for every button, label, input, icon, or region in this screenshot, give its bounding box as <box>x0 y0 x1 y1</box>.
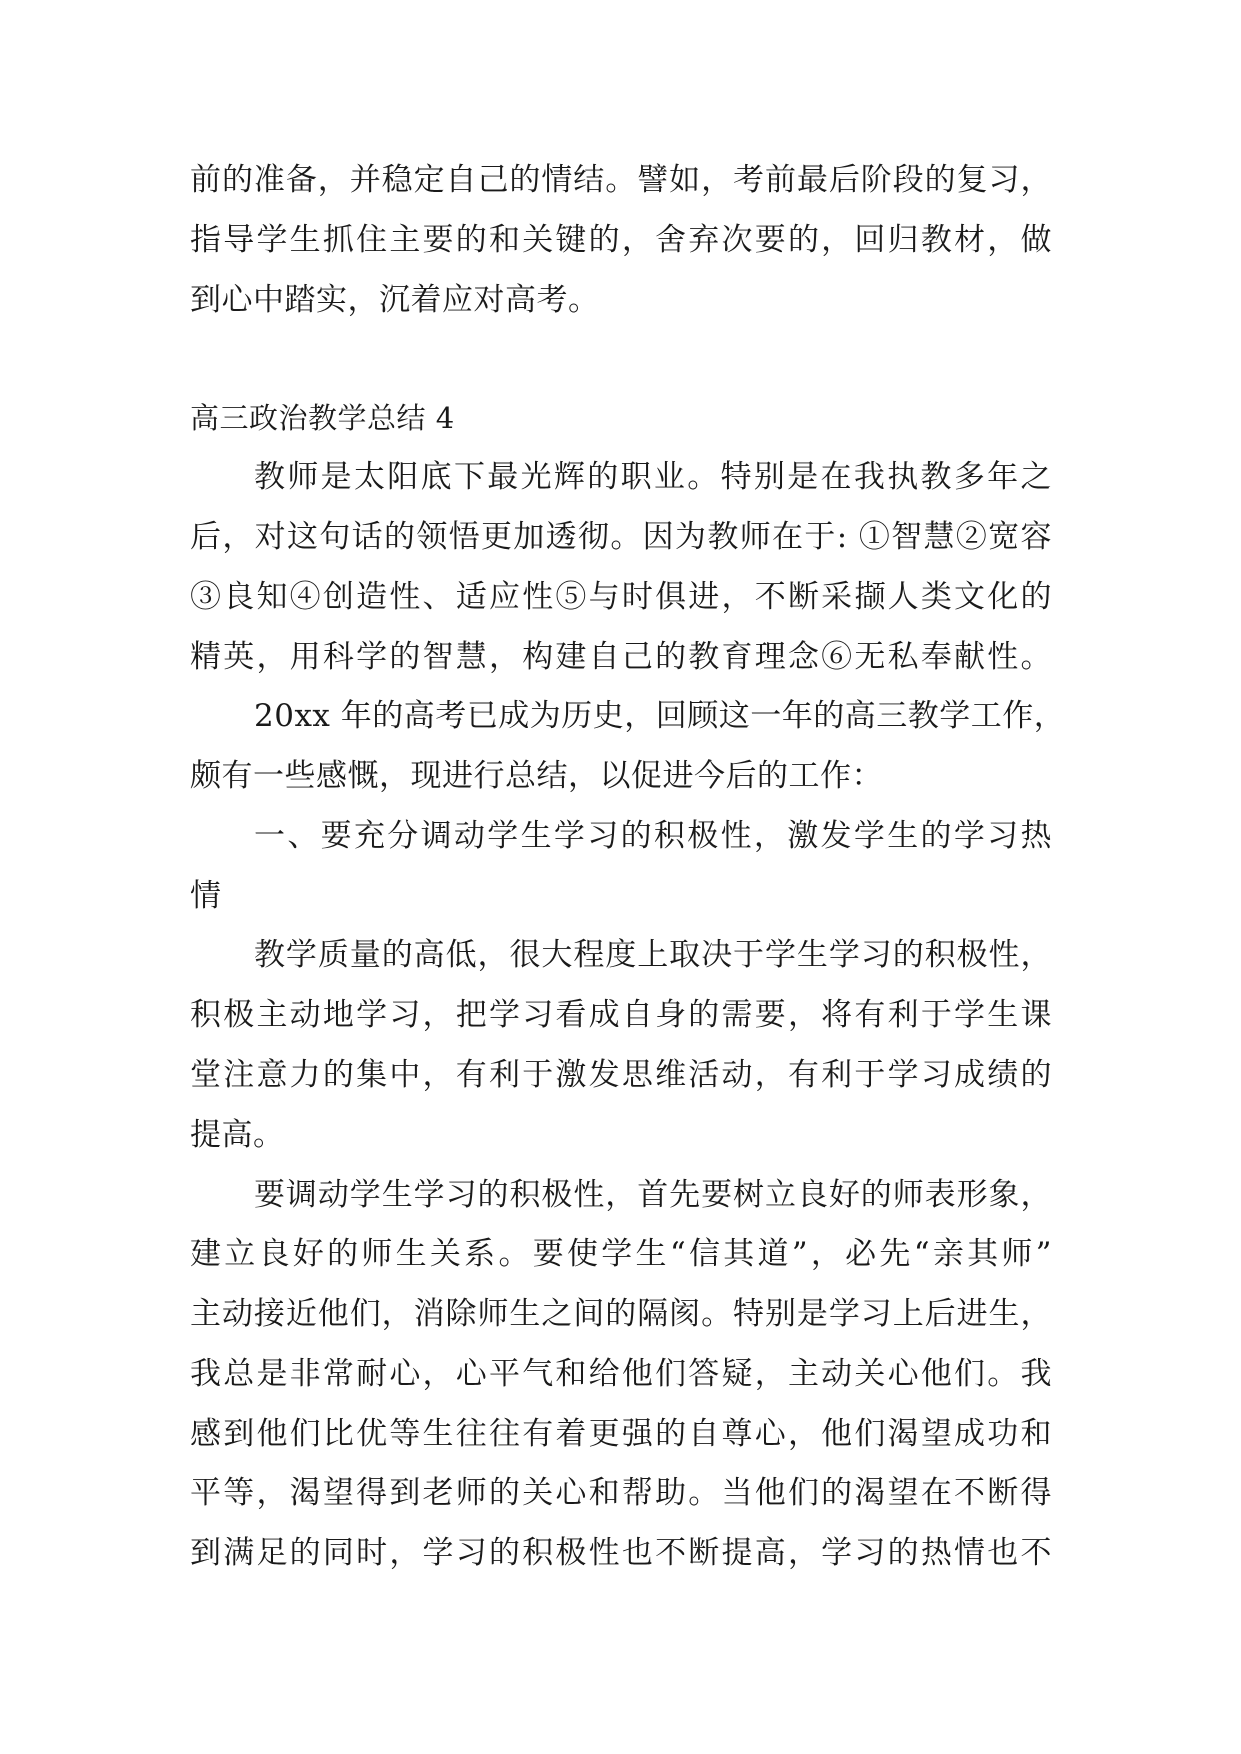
paragraph-line: 感到他们比优等生往往有着更强的自尊心，他们渴望成功和 <box>190 1416 1052 1452</box>
paragraph-line: 建立良好的师生关系。要使学生“信其道”，必先“亲其师” <box>190 1236 1052 1272</box>
paragraph-line: 到心中踏实，沉着应对高考。 <box>190 282 600 318</box>
paragraph-line: 后，对这句话的领悟更加透彻。因为教师在于: ①智慧②宽容 <box>190 519 1052 555</box>
paragraph-line: 精英，用科学的智慧，构建自己的教育理念⑥无私奉献性。 <box>190 639 1052 675</box>
paragraph-line: 20xx 年的高考已成为历史，回顾这一年的高三教学工作， <box>254 698 1066 734</box>
paragraph-line: 要调动学生学习的积极性，首先要树立良好的师表形象， <box>254 1177 1052 1213</box>
paragraph-line: ③良知④创造性、适应性⑤与时俱进，不断采撷人类文化的 <box>190 579 1052 615</box>
paragraph-line: 教师是太阳底下最光辉的职业。特别是在我执教多年之 <box>254 459 1052 495</box>
paragraph-line: 主动接近他们，消除师生之间的隔阂。特别是学习上后进生， <box>190 1296 1052 1332</box>
paragraph-line: 提高。 <box>190 1117 285 1153</box>
paragraph-line: 堂注意力的集中，有利于激发思维活动，有利于学习成绩的 <box>190 1057 1052 1093</box>
paragraph-line: 到满足的同时，学习的积极性也不断提高，学习的热情也不 <box>190 1535 1052 1571</box>
paragraph-line: 前的准备，并稳定自己的情结。譬如，考前最后阶段的复习， <box>190 162 1052 198</box>
paragraph-line: 教学质量的高低，很大程度上取决于学生学习的积极性， <box>254 937 1052 973</box>
paragraph-line: 一、要充分调动学生学习的积极性，激发学生的学习热 <box>254 818 1052 854</box>
paragraph-line: 积极主动地学习，把学习看成自身的需要，将有利于学生课 <box>190 997 1052 1033</box>
paragraph-line: 情 <box>190 878 222 914</box>
section-title: 高三政治教学总结 4 <box>190 401 455 435</box>
paragraph-line: 颇有一些感慨，现进行总结，以促进今后的工作： <box>190 758 883 794</box>
paragraph-line: 我总是非常耐心，心平气和给他们答疑，主动关心他们。我 <box>190 1356 1052 1392</box>
paragraph-line: 指导学生抓住主要的和关键的，舍弃次要的，回归教材，做 <box>190 222 1052 258</box>
paragraph-line: 平等，渴望得到老师的关心和帮助。当他们的渴望在不断得 <box>190 1475 1052 1511</box>
